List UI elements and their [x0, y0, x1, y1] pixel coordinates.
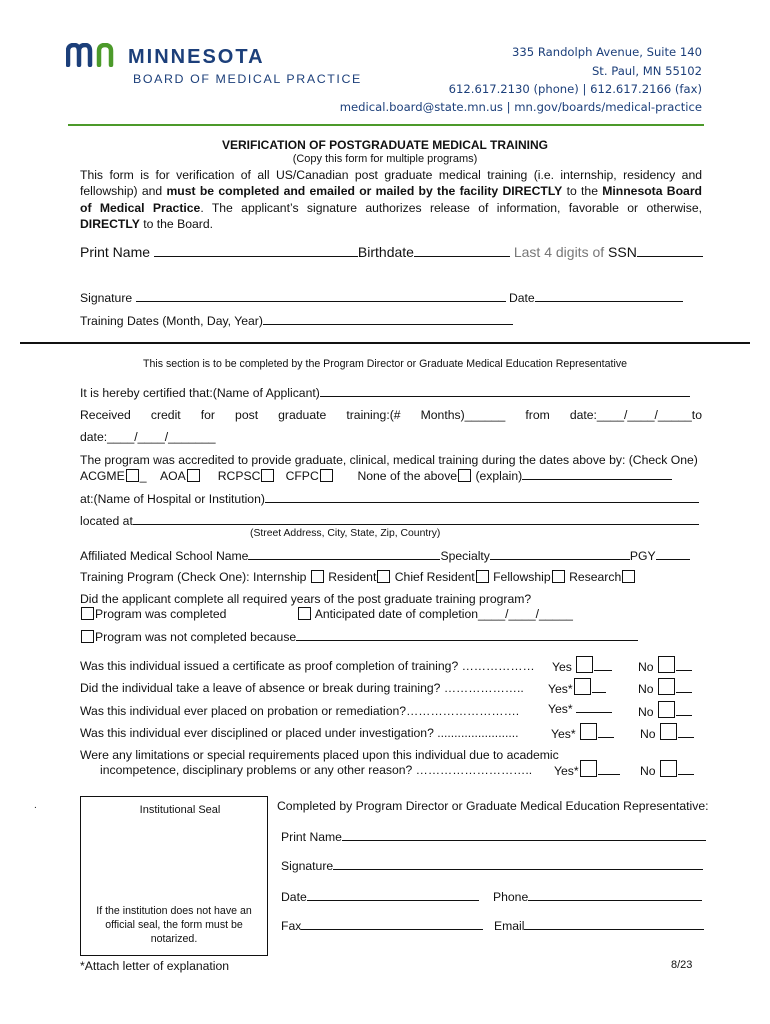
print-name-field[interactable]	[154, 242, 358, 257]
internship-checkbox[interactable]	[311, 570, 324, 583]
accred-rcpsc-checkbox[interactable]	[261, 469, 274, 482]
intro-text-1: This form is for verification of all US/Canadian post graduate medical training (i.e. internship, residency and fellowship) and	[80, 168, 702, 199]
intro-paragraph	[80, 167, 702, 233]
intro-text-3: . The applicant’s signature authorizes release of information, favorable or otherwise,	[200, 200, 702, 215]
birthdate-field[interactable]	[414, 242, 510, 257]
accreditation-row: ACGME _ AOA RCPSC CFPC None of the above (explain)	[80, 468, 672, 483]
hospital-field[interactable]	[265, 491, 699, 503]
hospital-row	[80, 491, 699, 506]
form-title: VERIFICATION OF POSTGRADUATE MEDICAL TRAINING	[222, 138, 548, 152]
signature-row	[80, 290, 683, 305]
q5-yes-checkbox[interactable]	[580, 760, 597, 777]
pd-email-field[interactable]	[524, 918, 704, 930]
accred-cfpc-label: CFPC	[285, 469, 319, 483]
accred-none-label: None of the above	[357, 469, 458, 483]
q1-yes-label: Yes	[552, 660, 572, 674]
pd-phone-field[interactable]	[528, 889, 702, 901]
form-subtitle: (Copy this form for multiple programs)	[292, 153, 478, 165]
ssn-label-light: Last 4 digits of	[513, 244, 609, 260]
fellowship-checkbox[interactable]	[552, 570, 565, 583]
section-note: This section is to be completed by the Program Director or Graduate Medical Education Representative	[142, 358, 628, 370]
completed-checkbox[interactable]	[81, 607, 94, 620]
intro-text-2: to the	[562, 184, 603, 199]
hospital-label: at:(Name of Hospital or Institution)	[80, 492, 265, 506]
q4-yes-checkbox[interactable]	[580, 723, 597, 740]
address-line-1: 335 Randolph Avenue, Suite 140	[512, 45, 702, 59]
q5-yes	[554, 760, 620, 778]
q2-yes-label: Yes*	[548, 682, 573, 696]
intro-bold-1: must be completed and emailed or mailed by the facility DIRECTLY	[166, 184, 563, 199]
months-field[interactable]: Months)______	[420, 408, 506, 422]
q5-yes-label: Yes*	[554, 764, 579, 778]
from-date-field[interactable]: date:____/____/_____to	[569, 408, 702, 422]
accred-acgme-checkbox[interactable]	[126, 469, 139, 482]
certified-label: It is hereby certified that:(Name of Applicant)	[80, 386, 320, 400]
pd-signature-row	[281, 858, 703, 873]
applicant-row	[80, 242, 703, 260]
seal-note: If the institution does not have an official seal, the form must be notarized.	[96, 905, 252, 945]
completed-label: Program was completed	[95, 607, 227, 621]
q1-no-checkbox[interactable]	[658, 656, 675, 673]
specialty-label: Specialty	[440, 549, 490, 563]
pd-print-name-row	[281, 829, 706, 844]
received-word: graduate	[278, 408, 327, 422]
pd-print-name-label: Print Name	[281, 830, 342, 844]
pd-email-row	[494, 918, 704, 933]
date-label: Date	[508, 291, 535, 305]
accred-cfpc-checkbox[interactable]	[320, 469, 333, 482]
resident-label: Resident	[328, 570, 377, 584]
intro-bold-3: DIRECTLY	[80, 217, 140, 232]
complete-question: Did the applicant complete all required years of the post graduate training program?	[80, 592, 532, 606]
q3-no-checkbox[interactable]	[658, 701, 675, 718]
pd-date-label: Date	[281, 890, 307, 904]
q3-no-label: No	[638, 705, 654, 719]
pgy-field[interactable]	[656, 548, 690, 560]
question-4: Was this individual ever disciplined or placed under investigation? ........................	[80, 726, 519, 740]
pd-phone-label: Phone	[493, 890, 529, 904]
q2-no-checkbox[interactable]	[658, 678, 675, 695]
affiliated-row	[80, 548, 690, 563]
located-field[interactable]	[133, 513, 699, 525]
phone-line: 612.617.2130 (phone) | 612.617.2166 (fax)	[448, 82, 702, 96]
q1-no	[638, 656, 692, 674]
located-label: located at	[80, 514, 133, 528]
q5-no-checkbox[interactable]	[660, 760, 677, 777]
q3-yes	[548, 701, 612, 716]
intro-bold-2: Minnesota Board of Medical Practice	[80, 184, 703, 215]
not-completed-field[interactable]	[296, 629, 638, 641]
chief-resident-label: Chief Resident	[394, 570, 475, 584]
q5-no	[640, 760, 694, 778]
research-label: Research	[569, 570, 622, 584]
received-row	[80, 408, 702, 422]
q1-no-label: No	[638, 660, 654, 674]
pd-phone-row	[493, 889, 702, 904]
located-row	[80, 513, 699, 528]
pgy-label: PGY	[629, 549, 656, 563]
to-date-field[interactable]: date:____/____/_______	[80, 430, 216, 444]
accred-rcpsc-label: RCPSC	[217, 469, 261, 483]
pd-date-row	[281, 889, 479, 904]
training-dates-label: Training Dates (Month, Day, Year)	[80, 314, 263, 328]
received-word: post	[235, 408, 259, 422]
q2-yes	[548, 678, 606, 696]
signature-label: Signature	[80, 291, 133, 305]
pd-signature-label: Signature	[281, 859, 334, 873]
q2-no-label: No	[638, 682, 654, 696]
contact-line: medical.board@state.mn.us | mn.gov/boards/medical-practice	[339, 100, 702, 114]
footer-note: *Attach letter of explanation	[80, 959, 230, 973]
received-word: from	[525, 408, 550, 422]
pd-fax-field[interactable]	[301, 918, 483, 930]
anticipated-row	[297, 607, 573, 621]
pd-fax-row	[281, 918, 483, 933]
q1-yes	[552, 656, 612, 674]
q4-no-checkbox[interactable]	[660, 723, 677, 740]
not-completed-label: Program was not completed because	[95, 630, 297, 644]
minnesota-logo-mark	[66, 43, 124, 67]
completed-by-label: Completed by Program Director or Graduate Medical Education Representative:	[277, 799, 709, 813]
research-checkbox[interactable]	[622, 570, 635, 583]
pd-email-label: Email	[494, 919, 525, 933]
affiliated-label: Affiliated Medical School Name	[80, 549, 249, 563]
question-2: Did the individual take a leave of absence or break during training? ………………..	[80, 681, 524, 695]
not-completed-row	[80, 629, 638, 644]
certified-row	[80, 385, 690, 400]
accred-none-checkbox[interactable]	[458, 469, 471, 482]
program-check-label: Training Program (Check One): Internship	[80, 570, 307, 584]
anticipated-label: Anticipated date of completion____/____/_____	[314, 607, 573, 621]
explain-label: (explain)	[475, 469, 523, 483]
received-word: Received	[80, 408, 131, 422]
training-dates-row	[80, 313, 513, 328]
org-name: MINNESOTA	[128, 46, 265, 68]
question-5-line-1: Were any limitations or special requirements placed upon this individual due to academic	[80, 748, 559, 762]
question-5-line-2: incompetence, disciplinary problems or any other reason? ………………………..	[100, 763, 533, 777]
specialty-field[interactable]	[490, 548, 630, 560]
q3-yes-label: Yes*	[548, 702, 573, 716]
section-divider	[20, 342, 750, 344]
pd-print-name-field[interactable]	[342, 829, 706, 841]
completed-row	[80, 607, 226, 621]
question-3: Was this individual ever placed on probation or remediation?……………………….	[80, 704, 520, 718]
intro-text-4: to the Board.	[139, 217, 214, 232]
birthdate-label: Birthdate	[357, 244, 414, 260]
signature-field[interactable]	[136, 290, 506, 302]
q2-no	[638, 678, 692, 696]
affiliated-field[interactable]	[248, 548, 440, 560]
accred-acgme-label: ACGME	[80, 469, 125, 483]
pd-signature-field[interactable]	[333, 858, 703, 870]
explain-field[interactable]	[522, 468, 672, 480]
q1-yes-checkbox[interactable]	[576, 656, 593, 673]
pd-date-field[interactable]	[307, 889, 479, 901]
margin-dot: .	[34, 800, 37, 811]
received-word: credit	[150, 408, 181, 422]
accred-aoa-checkbox[interactable]	[187, 469, 200, 482]
received-word: training:(#	[346, 408, 401, 422]
form-version: 8/23	[671, 959, 693, 971]
resident-checkbox[interactable]	[377, 570, 390, 583]
chief-resident-checkbox[interactable]	[476, 570, 489, 583]
header-rule	[68, 124, 704, 126]
question-1: Was this individual issued a certificate as proof completion of training? ………………	[80, 659, 535, 673]
address-line-2: St. Paul, MN 55102	[591, 64, 702, 78]
date-field[interactable]	[535, 290, 683, 302]
print-name-label: Print Name	[80, 244, 151, 260]
applicant-name-field[interactable]	[320, 385, 690, 397]
q4-yes	[551, 723, 614, 741]
not-completed-checkbox[interactable]	[81, 630, 94, 643]
ssn-label: SSN	[608, 244, 637, 260]
org-subtitle: BOARD OF MEDICAL PRACTICE	[133, 72, 362, 86]
address-hint: (Street Address, City, State, Zip, Country)	[250, 528, 441, 539]
q2-yes-checkbox[interactable]	[574, 678, 591, 695]
received-word: for	[200, 408, 215, 422]
pd-fax-label: Fax	[281, 919, 302, 933]
q5-no-label: No	[640, 764, 656, 778]
anticipated-checkbox[interactable]	[298, 607, 311, 620]
q4-no-label: No	[640, 727, 656, 741]
seal-label: Institutional Seal	[139, 804, 221, 816]
accred-aoa-label: AOA	[160, 469, 186, 483]
q4-no	[640, 723, 694, 741]
fellowship-label: Fellowship	[493, 570, 551, 584]
accredited-text: The program was accredited to provide graduate, clinical, medical training during the dates above by: (Check One)	[80, 453, 698, 467]
program-type-row	[80, 570, 636, 584]
training-dates-field[interactable]	[263, 313, 513, 325]
q3-no	[638, 701, 692, 719]
q4-yes-label: Yes*	[551, 727, 576, 741]
ssn-field[interactable]	[637, 242, 703, 257]
